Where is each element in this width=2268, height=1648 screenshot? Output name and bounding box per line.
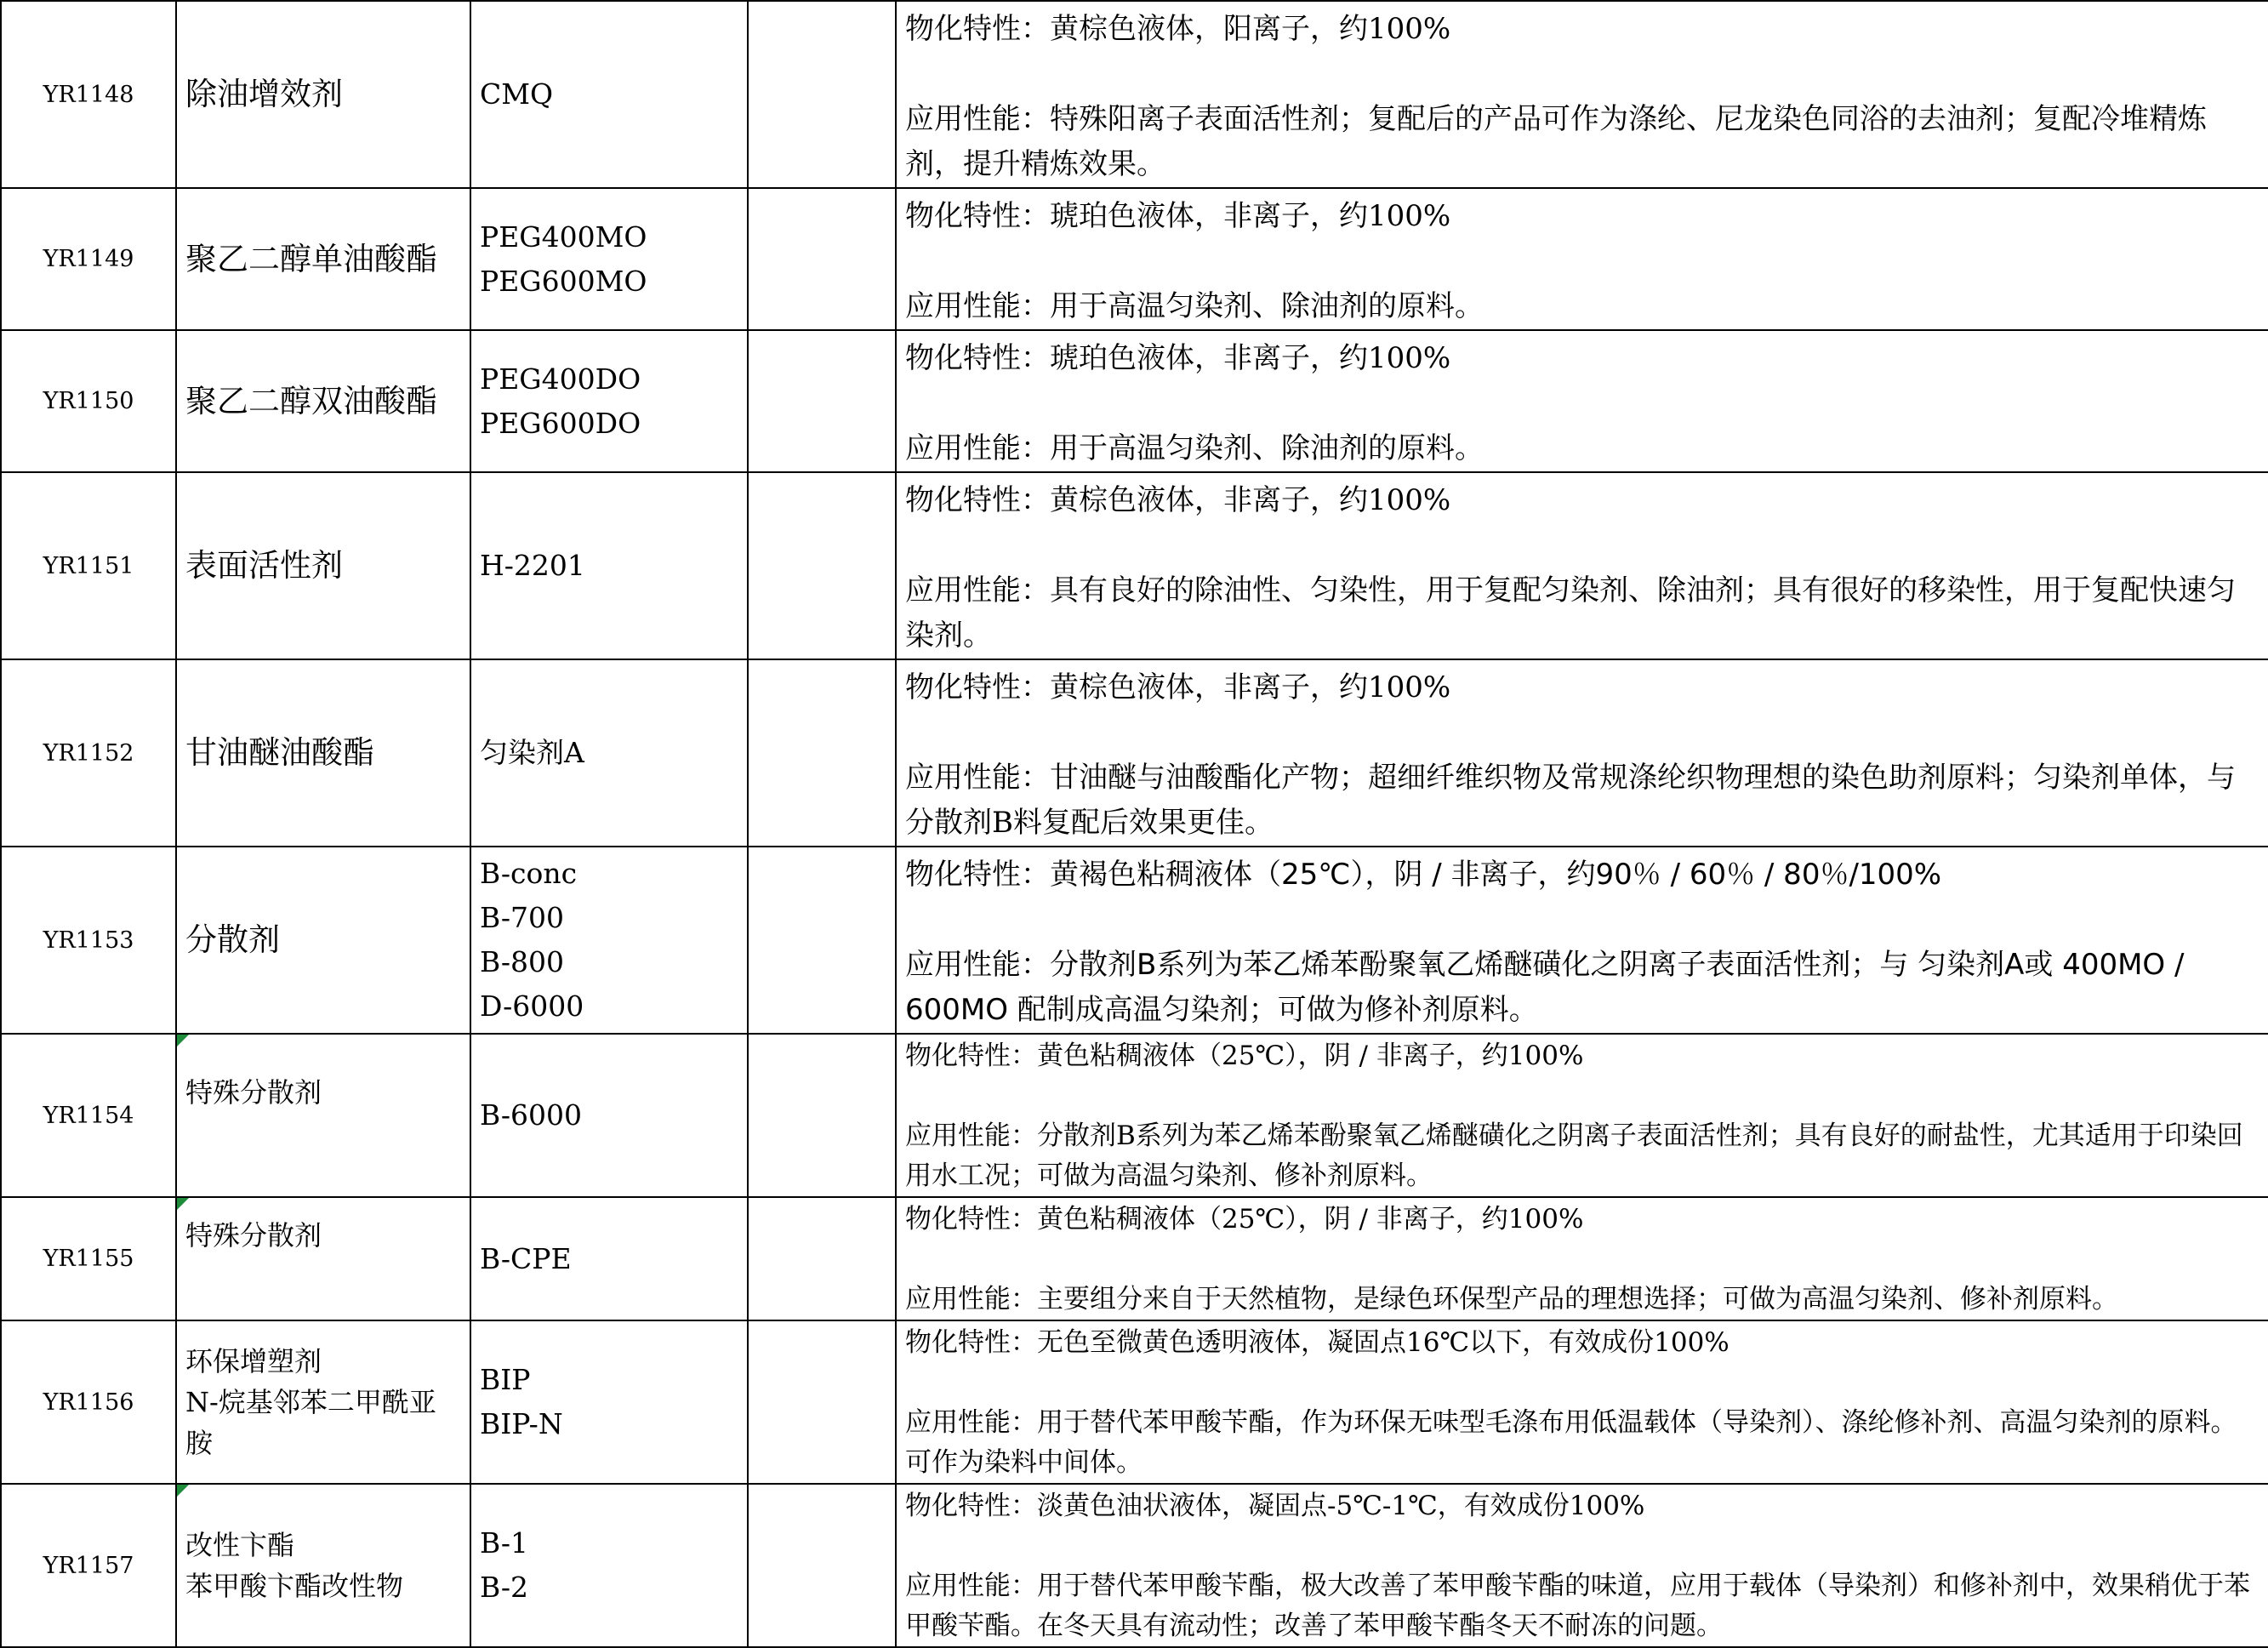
product-name <box>176 1034 470 1197</box>
application-performance: 应用性能：分散剂B系列为苯乙烯苯酚聚氧乙烯醚磺化之阴离子表面活性剂；具有良好的耐盐性，尤其适用于印染回用水工况；可做为高温匀染剂、修补剂原料。 <box>905 1121 2243 1191</box>
table-row <box>1 1197 2268 1320</box>
application-performance: 应用性能：特殊阳离子表面活性剂；复配后的产品可作为涤纶、尼龙染色同浴的去油剂；复配冷堆精炼剂，提升精炼效果。 <box>905 102 2207 181</box>
empty-cell <box>748 1197 896 1320</box>
table-row <box>1 847 2268 1034</box>
product-description <box>896 1320 2268 1484</box>
model-line: BIP <box>480 1363 531 1396</box>
product-name-line: 特殊分散剂 <box>185 1219 322 1252</box>
empty-cell <box>748 188 896 330</box>
physical-properties: 物化特性：黄棕色液体，阳离子，约100% <box>905 12 1451 46</box>
product-description <box>896 1197 2268 1320</box>
product-model <box>470 847 748 1034</box>
model-line: PEG400DO <box>480 362 641 396</box>
model-line: CMQ <box>480 77 554 111</box>
product-description <box>896 847 2268 1034</box>
model-line: PEG600MO <box>480 264 647 298</box>
model-line: PEG600DO <box>480 406 641 440</box>
model-line: B-CPE <box>480 1241 572 1275</box>
application-performance: 应用性能：用于高温匀染剂、除油剂的原料。 <box>905 289 1484 323</box>
product-name-line: 除油增效剂 <box>185 76 343 112</box>
physical-properties: 物化特性：黄棕色液体，非离子，约100% <box>905 670 1451 704</box>
empty-cell <box>748 330 896 472</box>
model-line: 匀染剂A <box>480 736 584 769</box>
application-performance: 应用性能：用于替代苯甲酸苄酯，极大改善了苯甲酸苄酯的味道，应用于载体（导染剂）和修补剂中，效果稍优于苯甲酸苄酯。在冬天具有流动性；改善了苯甲酸苄酯冬天不耐冻的问题。 <box>905 1571 2250 1641</box>
product-name <box>176 659 470 847</box>
product-name <box>176 847 470 1034</box>
empty-cell <box>748 847 896 1034</box>
product-name <box>176 1484 470 1647</box>
product-model <box>470 472 748 659</box>
application-performance: 应用性能：具有良好的除油性、匀染性，用于复配匀染剂、除油剂；具有很好的移染性，用于复配快速匀染剂。 <box>905 573 2236 653</box>
table-row <box>1 188 2268 330</box>
physical-properties: 物化特性：琥珀色液体，非离子，约100% <box>905 341 1451 375</box>
empty-cell <box>748 1 896 188</box>
product-model <box>470 1320 748 1484</box>
product-name-line: 表面活性剂 <box>185 547 343 584</box>
product-name-line: 聚乙二醇单油酸酯 <box>185 240 437 277</box>
product-code: YR1148 <box>1 1 176 188</box>
product-model <box>470 188 748 330</box>
product-name-line: 甘油醚油酸酯 <box>185 734 374 771</box>
product-name <box>176 472 470 659</box>
product-code: YR1156 <box>1 1320 176 1484</box>
table-row <box>1 330 2268 472</box>
product-name-line: 改性卞酯 <box>185 1529 295 1561</box>
product-name-line: 分散剂 <box>185 921 280 958</box>
model-line: B-800 <box>480 945 564 978</box>
product-description <box>896 472 2268 659</box>
product-code: YR1151 <box>1 472 176 659</box>
product-name <box>176 1320 470 1484</box>
model-line: D-6000 <box>480 989 584 1023</box>
physical-properties: 物化特性：黄色粘稠液体（25℃），阴 / 非离子，约100% <box>905 1041 1584 1071</box>
product-name-line: 环保增塑剂 <box>185 1345 322 1377</box>
product-code: YR1155 <box>1 1197 176 1320</box>
product-model <box>470 1 748 188</box>
application-performance: 应用性能：甘油醚与油酸酯化产物；超细纤维织物及常规涤纶织物理想的染色助剂原料；匀染剂单体，与分散剂B料复配后效果更佳。 <box>905 761 2236 840</box>
product-description <box>896 1034 2268 1197</box>
product-model <box>470 1197 748 1320</box>
model-line: PEG400MO <box>480 220 647 254</box>
product-code: YR1157 <box>1 1484 176 1647</box>
product-description <box>896 1 2268 188</box>
product-description <box>896 188 2268 330</box>
product-model <box>470 1034 748 1197</box>
product-description <box>896 330 2268 472</box>
product-description <box>896 659 2268 847</box>
product-code: YR1153 <box>1 847 176 1034</box>
product-name-line: 苯甲酸卞酯改性物 <box>185 1570 404 1602</box>
empty-cell <box>748 472 896 659</box>
application-performance: 应用性能：分散剂B系列为苯乙烯苯酚聚氧乙烯醚磺化之阴离子表面活性剂；与 匀染剂A或 400MO / 600MO 配制成高温匀染剂；可做为修补剂原料。 <box>905 948 2185 1027</box>
product-code: YR1150 <box>1 330 176 472</box>
model-line: BIP-N <box>480 1407 563 1440</box>
physical-properties: 物化特性：无色至微黄色透明液体，凝固点16℃以下，有效成份100% <box>905 1327 1729 1358</box>
product-description <box>896 1484 2268 1647</box>
product-name <box>176 188 470 330</box>
model-line: B-conc <box>480 857 578 890</box>
table-row <box>1 1484 2268 1647</box>
table-row <box>1 1 2268 188</box>
product-code: YR1149 <box>1 188 176 330</box>
product-code: YR1154 <box>1 1034 176 1197</box>
product-name-line: 特殊分散剂 <box>185 1076 322 1109</box>
model-line: B-2 <box>480 1571 529 1604</box>
product-name <box>176 1197 470 1320</box>
empty-cell <box>748 659 896 847</box>
model-line: B-1 <box>480 1526 529 1560</box>
application-performance: 应用性能：用于高温匀染剂、除油剂的原料。 <box>905 431 1484 465</box>
product-name-line: 聚乙二醇双油酸酯 <box>185 382 437 419</box>
model-line: B-700 <box>480 901 564 934</box>
table-row <box>1 1034 2268 1197</box>
physical-properties: 物化特性：琥珀色液体，非离子，约100% <box>905 199 1451 233</box>
model-line: H-2201 <box>480 549 585 582</box>
empty-cell <box>748 1484 896 1647</box>
table-row <box>1 659 2268 847</box>
physical-properties: 物化特性：淡黄色油状液体，凝固点-5℃-1℃，有效成份100% <box>905 1491 1645 1521</box>
physical-properties: 物化特性：黄褐色粘稠液体（25℃），阴 / 非离子，约90％ / 60％ / 80％/100% <box>905 858 1942 892</box>
product-name <box>176 330 470 472</box>
product-model <box>470 330 748 472</box>
physical-properties: 物化特性：黄棕色液体，非离子，约100% <box>905 483 1451 517</box>
product-name <box>176 1 470 188</box>
empty-cell <box>748 1320 896 1484</box>
table-row <box>1 1320 2268 1484</box>
application-performance: 应用性能：主要组分来自于天然植物，是绿色环保型产品的理想选择；可做为高温匀染剂、修补剂原料。 <box>905 1284 2118 1314</box>
empty-cell <box>748 1034 896 1197</box>
application-performance: 应用性能：用于替代苯甲酸苄酯，作为环保无味型毛涤布用低温载体（导染剂）、涤纶修补剂、高温匀染剂的原料。可作为染料中间体。 <box>905 1407 2237 1478</box>
physical-properties: 物化特性：黄色粘稠液体（25℃），阴 / 非离子，约100% <box>905 1204 1584 1235</box>
product-model <box>470 1484 748 1647</box>
product-model <box>470 659 748 847</box>
model-line: B-6000 <box>480 1098 582 1132</box>
product-code: YR1152 <box>1 659 176 847</box>
product-name-line: N-烷基邻苯二甲酰亚胺 <box>185 1386 436 1459</box>
table-row <box>1 472 2268 659</box>
